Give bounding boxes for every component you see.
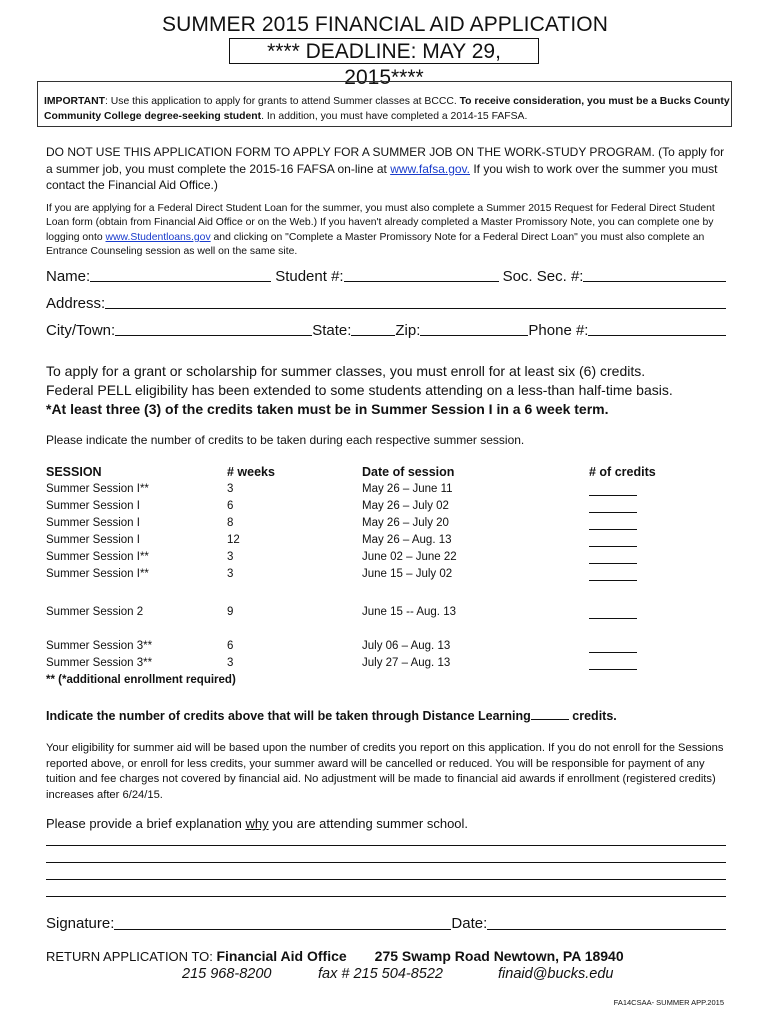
office-email[interactable]: finaid@bucks.edu <box>498 966 614 982</box>
credits-field[interactable] <box>589 553 637 564</box>
credits-header: # of credits <box>589 465 656 479</box>
form-code: FA14CSAA- SUMMER APP.2015 <box>613 998 724 1007</box>
signature-label: Signature: <box>46 915 115 932</box>
credits-field[interactable] <box>589 536 637 547</box>
signature-field[interactable] <box>114 915 451 930</box>
studentloans-link[interactable]: www.Studentloans.gov <box>105 231 211 243</box>
credits-field[interactable] <box>589 502 637 513</box>
address-field[interactable] <box>105 293 726 309</box>
zip-label: Zip: <box>395 322 421 339</box>
important-requirement: To receive consideration, you must be a Bucks County Community College degree-seeking student <box>44 96 730 122</box>
important-notice: IMPORTANT: Use this application to apply for grants to attend Summer classes at BCCC. To receive consideration, you must be a Bucks County Community College degree-seeking student. In addition, you must have completed a 2014-15 FAFSA. <box>37 81 732 127</box>
credits-field[interactable] <box>589 608 637 619</box>
explanation-line[interactable] <box>46 896 726 897</box>
ssn-label: Soc. Sec. #: <box>502 268 584 285</box>
student-number-field[interactable] <box>344 266 499 282</box>
work-study-notice: DO NOT USE THIS APPLICATION FORM TO APPLY FOR A SUMMER JOB ON THE WORK-STUDY PROGRAM. (To apply for a summer job, you must complete the 2015-16 FAFSA on-line at www.fafsa.gov. If you wish to work over the summer you must contact the Financial Aid Office.) <box>46 145 725 192</box>
summer-session-requirement: *At least three (3) of the credits taken must be in Summer Session I in a 6 week term. <box>46 401 609 417</box>
city-label: City/Town: <box>46 322 116 339</box>
address-label: Address: <box>46 295 106 312</box>
phone-field[interactable] <box>588 320 726 336</box>
office-name: Financial Aid Office <box>216 948 347 964</box>
address-row <box>46 290 726 312</box>
explanation-line[interactable] <box>46 845 726 846</box>
student-number-label: Student #: <box>275 268 344 285</box>
credits-field[interactable] <box>589 519 637 530</box>
weeks-header: # weeks <box>227 465 275 479</box>
date-header: Date of session <box>362 465 455 479</box>
phone-label: Phone #: <box>528 322 589 339</box>
loan-notice: If you are applying for a Federal Direct Student Loan for the summer, you must also complete a Summer 2015 Request for Federal Direct Student Loan form (obtain from Financial Aid Office or on the Web.) If you haven't already completed a Master Promissory Note, you can complete one by logging onto www.Studentloans.gov and clicking on "Complete a Master Promissory Note for a Federal Direct Loan" you must also complete an Entrance Counseling session as well on the same site. <box>46 203 715 258</box>
name-field[interactable] <box>90 266 271 282</box>
form-title: SUMMER 2015 FINANCIAL AID APPLICATION <box>162 13 608 36</box>
credits-field[interactable] <box>589 570 637 581</box>
important-label: IMPORTANT <box>44 96 105 107</box>
additional-enrollment-note: ** (*additional enrollment required) <box>46 674 236 686</box>
apply-requirements: To apply for a grant or scholarship for summer classes, you must enroll for at least six (6) credits. Federal PELL eligibility has been extended to some students attending on a less-than half-time basis. *At least three (3) of the credits taken must be in Summer Session I in a 6 week term. <box>46 362 746 419</box>
fafsa-link[interactable]: www.fafsa.gov. <box>390 161 470 176</box>
name-row <box>46 263 726 285</box>
office-address: 275 Swamp Road Newtown, PA 18940 <box>374 948 624 964</box>
credits-field[interactable] <box>589 642 637 653</box>
eligibility-notice: Your eligibility for summer aid will be based upon the number of credits you report on this application. If you do not enroll for the Sessions reported above, or enroll for less credits, your summer award will be cancelled or reduced. You will be responsible for payment of any tuition and fee charges not covered by financial aid. No adjustment will be made to financial aid awards if enrollment (registered credits) increases after 6/24/15. <box>46 742 724 801</box>
date-label: Date: <box>451 915 488 932</box>
city-row <box>46 317 726 339</box>
explanation-prompt: Please provide a brief explanation why you are attending summer school. <box>46 816 469 831</box>
ssn-field[interactable] <box>583 266 726 282</box>
name-label: Name: <box>46 268 91 285</box>
distance-credits-field[interactable] <box>531 707 569 720</box>
credits-field[interactable] <box>589 485 637 496</box>
office-phone: 215 968-8200 <box>182 966 272 982</box>
state-field[interactable] <box>351 320 395 336</box>
explanation-line[interactable] <box>46 879 726 880</box>
signature-row <box>46 912 726 932</box>
distance-learning-line: Indicate the number of credits above that will be taken through Distance Learning credits. <box>46 709 617 723</box>
deadline-banner: **** DEADLINE: MAY 29, 2015**** <box>229 38 539 64</box>
office-fax: fax # 215 504-8522 <box>318 966 443 982</box>
zip-field[interactable] <box>420 320 528 336</box>
date-field[interactable] <box>487 915 726 930</box>
session-header: SESSION <box>46 465 102 479</box>
state-label: State: <box>312 322 352 339</box>
important-text: Use this application to apply for grants to attend Summer classes at BCCC. <box>107 96 460 107</box>
credits-field[interactable] <box>589 659 637 670</box>
city-field[interactable] <box>115 320 312 336</box>
return-address: RETURN APPLICATION TO: Financial Aid Office 275 Swamp Road Newtown, PA 18940 <box>46 948 624 964</box>
credits-instruction: Please indicate the number of credits to be taken during each respective summer session. <box>46 433 525 447</box>
explanation-line[interactable] <box>46 862 726 863</box>
